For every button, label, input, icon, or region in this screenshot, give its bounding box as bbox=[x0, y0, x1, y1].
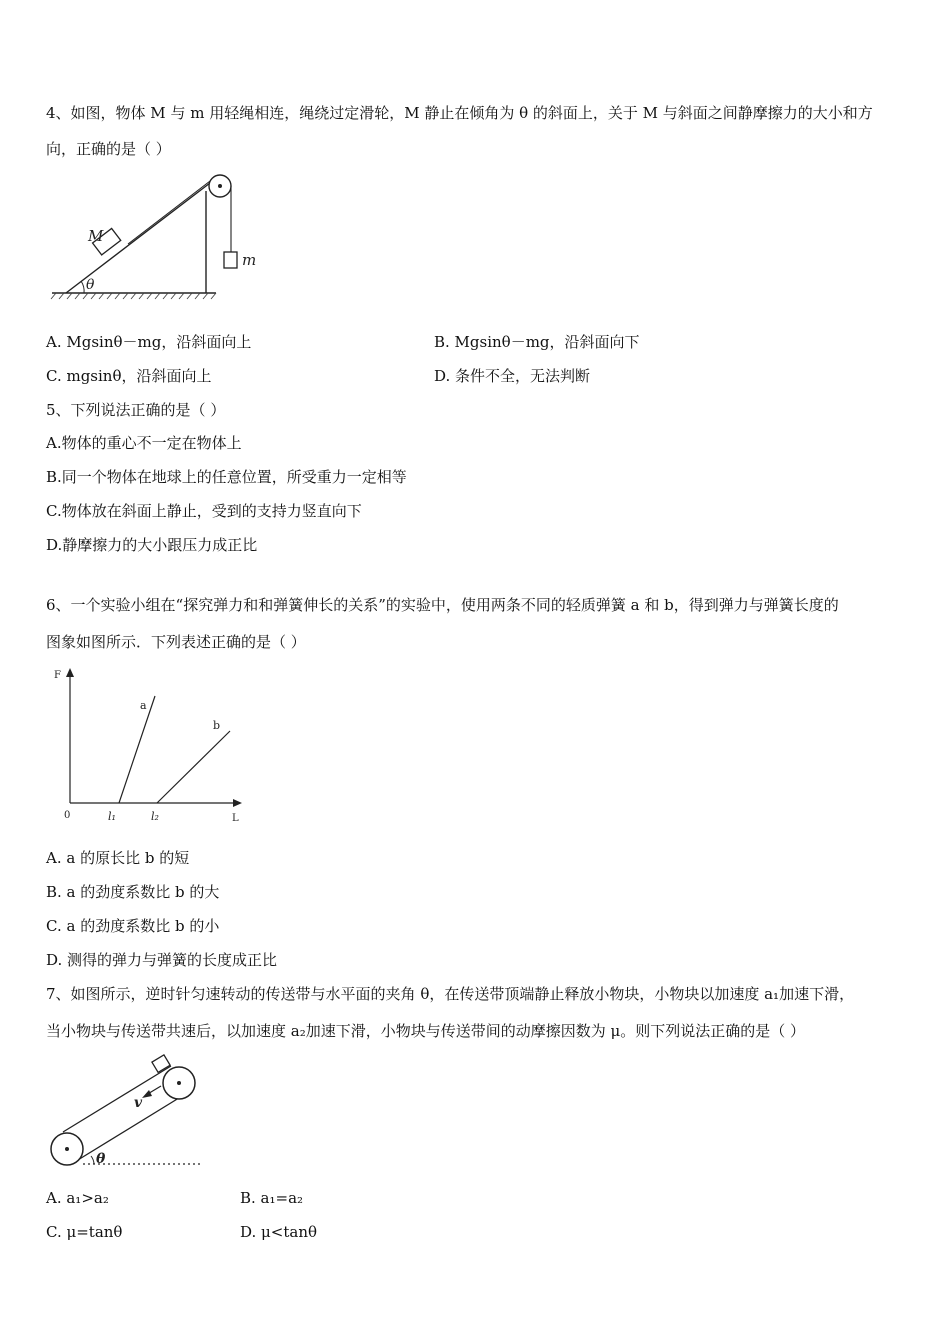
q4-stem-line2: 向，正确的是（ ） bbox=[46, 140, 171, 158]
q5-option-a[interactable]: A.物体的重心不一定在物体上 bbox=[46, 434, 242, 452]
q6-stem-line1: 6、一个实验小组在“探究弹力和和弹簧伸长的关系”的实验中，使用两条不同的轻质弹簧 a 和 b，得到弹力与弹簧长度的 bbox=[46, 596, 839, 614]
q5-option-d[interactable]: D.静摩擦力的大小跟压力成正比 bbox=[46, 536, 258, 554]
q7-conveyor-belt-figure bbox=[44, 1052, 214, 1176]
q4-option-a[interactable]: A. Mgsinθ－mg，沿斜面向上 bbox=[46, 333, 252, 351]
q7-option-d[interactable]: D. μ<tanθ bbox=[240, 1223, 318, 1241]
q5-option-c[interactable]: C.物体放在斜面上静止，受到的支持力竖直向下 bbox=[46, 502, 362, 520]
q5-option-b[interactable]: B.同一个物体在地球上的任意位置，所受重力一定相等 bbox=[46, 468, 407, 486]
q6-option-b[interactable]: B. a 的劲度系数比 b 的大 bbox=[46, 883, 220, 901]
q7-option-c[interactable]: C. μ=tanθ bbox=[46, 1223, 123, 1241]
q6-l2-label: l₂ bbox=[151, 810, 159, 823]
q4-stem-line1: 4、如图，物体 M 与 m 用轻绳相连，绳绕过定滑轮，M 静止在倾角为 θ 的斜面上，关于 M 与斜面之间静摩擦力的大小和方 bbox=[46, 104, 873, 122]
q6-option-a[interactable]: A. a 的原长比 b 的短 bbox=[46, 849, 190, 867]
q6-x-axis-label: L bbox=[232, 813, 239, 824]
q7-stem-line1: 7、如图所示，逆时针匀速转动的传送带与水平面的夹角 θ，在传送带顶端静止释放小物块，小物块以加速度 a₁加速下滑， bbox=[46, 985, 855, 1003]
q6-line-a-label: a bbox=[140, 699, 147, 712]
q5-stem: 5、下列说法正确的是（ ） bbox=[46, 401, 226, 419]
q4-option-b[interactable]: B. Mgsinθ－mg，沿斜面向下 bbox=[434, 333, 640, 351]
q6-stem-line2: 图象如图所示．下列表述正确的是（ ） bbox=[46, 633, 306, 651]
q6-origin-label: 0 bbox=[64, 810, 71, 821]
q6-line-b-label: b bbox=[213, 719, 221, 732]
q6-y-axis-label: F bbox=[54, 670, 61, 681]
q7-stem-line2: 当小物块与传送带共速后，以加速度 a₂加速下滑，小物块与传送带间的动摩擦因数为 μ。则下列说法正确的是（ ） bbox=[46, 1022, 806, 1040]
q4-label-M: M bbox=[88, 227, 104, 245]
q6-option-c[interactable]: C. a 的劲度系数比 b 的小 bbox=[46, 917, 220, 935]
q7-label-theta: θ bbox=[96, 1151, 106, 1167]
q4-incline-pulley-figure bbox=[44, 165, 284, 305]
q6-option-d[interactable]: D. 测得的弹力与弹簧的长度成正比 bbox=[46, 951, 278, 969]
q4-label-theta: θ bbox=[86, 277, 95, 293]
q4-option-d[interactable]: D. 条件不全，无法判断 bbox=[434, 367, 591, 385]
q7-option-b[interactable]: B. a₁=a₂ bbox=[240, 1189, 304, 1207]
q6-l1-label: l₁ bbox=[108, 810, 116, 823]
q7-option-a[interactable]: A. a₁>a₂ bbox=[46, 1189, 109, 1207]
q7-label-v: v bbox=[134, 1095, 143, 1111]
q4-option-c[interactable]: C. mgsinθ，沿斜面向上 bbox=[46, 367, 212, 385]
q6-force-length-graph bbox=[46, 660, 266, 830]
q4-label-m: m bbox=[242, 251, 257, 269]
